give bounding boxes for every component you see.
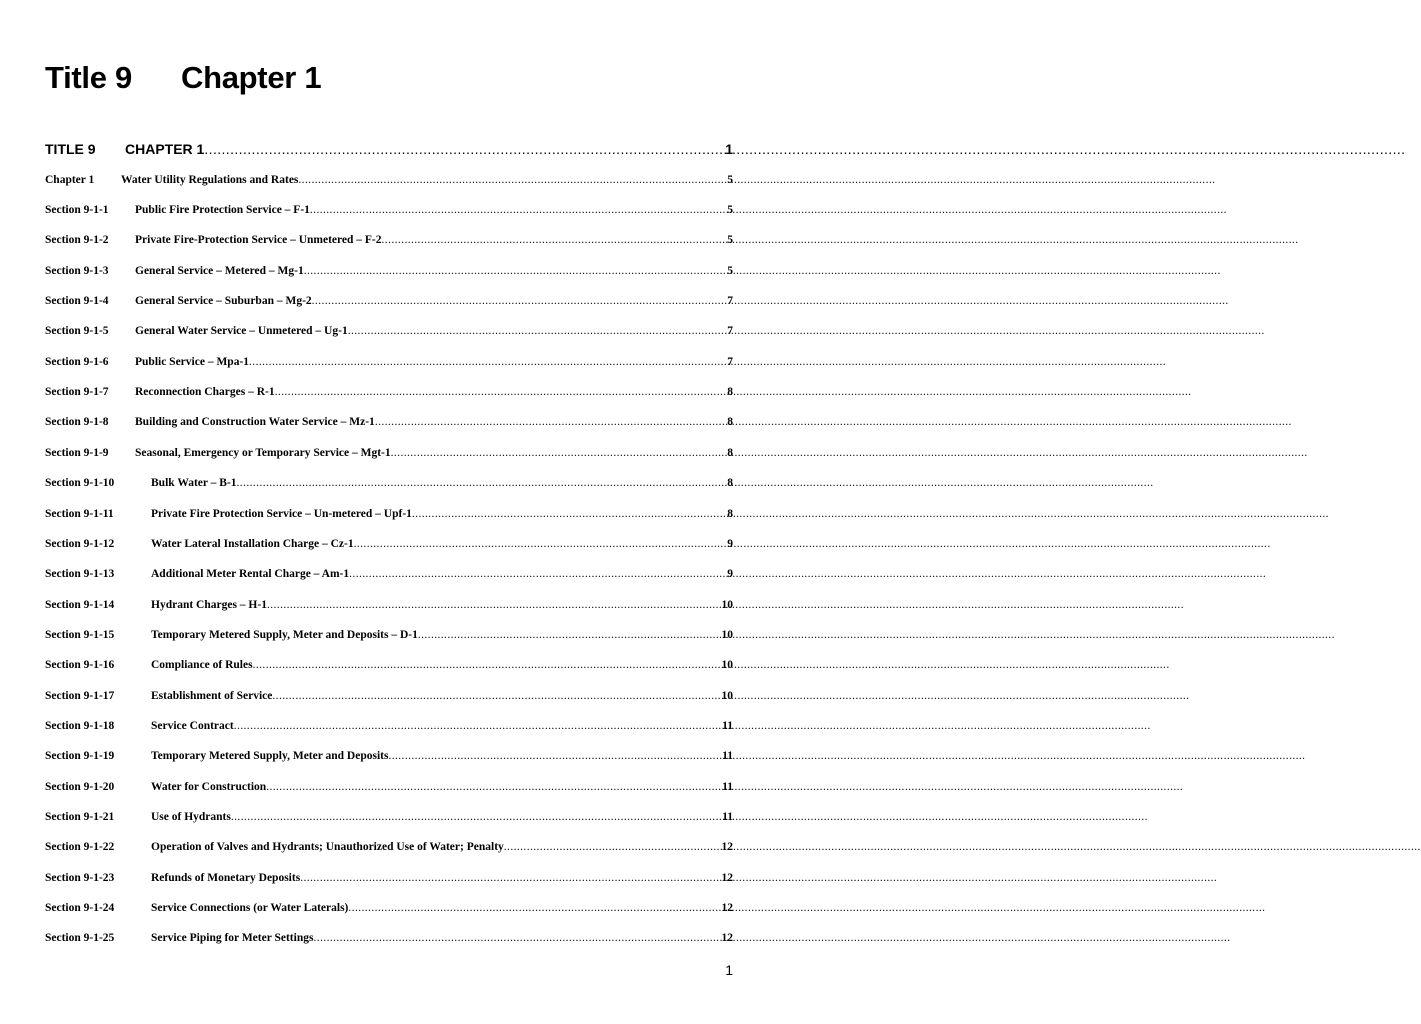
toc-entry[interactable] bbox=[45, 325, 733, 345]
toc-dot-leader bbox=[204, 141, 724, 157]
toc-entry-page: 10 bbox=[721, 659, 733, 672]
toc-entry[interactable] bbox=[45, 538, 733, 558]
toc-entry-page: 1 bbox=[725, 141, 733, 157]
toc-dot-leader bbox=[375, 416, 726, 428]
page-number: 1 bbox=[725, 962, 733, 978]
toc-entry-page: 8 bbox=[727, 477, 733, 490]
toc-dot-leader bbox=[391, 447, 727, 459]
toc-entry-title: General Water Service – Unmetered – Ug-1 bbox=[135, 325, 348, 338]
toc-entry-title: General Service – Metered – Mg-1 bbox=[135, 264, 304, 277]
toc-entry-number: Section 9-1-23 bbox=[45, 871, 115, 884]
heading-title: Title 9 bbox=[45, 60, 132, 95]
toc-dot-leader bbox=[504, 841, 721, 853]
toc-entry-number: Section 9-1-14 bbox=[45, 598, 115, 611]
toc-entry[interactable] bbox=[45, 356, 733, 376]
toc-entry-title: Private Fire-Protection Service – Unmetered – F-2 bbox=[135, 234, 382, 247]
toc-entry[interactable] bbox=[45, 508, 733, 528]
toc-entry-page: 7 bbox=[727, 355, 733, 368]
toc-dot-leader bbox=[348, 902, 720, 914]
toc-entry-number: Section 9-1-20 bbox=[45, 780, 115, 793]
toc-entry[interactable] bbox=[45, 174, 733, 194]
toc-entry-page: 11 bbox=[722, 780, 733, 793]
toc-entry-number: Section 9-1-24 bbox=[45, 902, 115, 915]
toc-entry-page: 8 bbox=[727, 507, 733, 520]
toc-entry-page: 10 bbox=[721, 628, 733, 641]
toc-entry[interactable] bbox=[45, 932, 733, 952]
toc-dot-leader bbox=[237, 477, 727, 489]
toc-entry[interactable] bbox=[45, 386, 733, 406]
toc-entry-number: Section 9-1-17 bbox=[45, 689, 115, 702]
toc-entry-title: Hydrant Charges – H-1 bbox=[151, 598, 267, 611]
toc-entry[interactable] bbox=[45, 902, 733, 922]
toc-entry-number: Section 9-1-15 bbox=[45, 628, 115, 641]
toc-entry-page: 5 bbox=[727, 264, 733, 277]
toc-entry-number: Section 9-1-13 bbox=[45, 568, 115, 581]
toc-entry-page: 5 bbox=[727, 204, 733, 216]
toc-dot-leader bbox=[234, 720, 721, 732]
toc-entry[interactable] bbox=[45, 629, 733, 649]
toc-entry-page: 11 bbox=[722, 719, 733, 732]
toc-entry-page: 9 bbox=[727, 568, 733, 581]
toc-entry-title: Building and Construction Water Service – Mz-1 bbox=[135, 416, 375, 429]
toc-entry-number: Section 9-1-9 bbox=[45, 446, 109, 459]
toc-dot-leader bbox=[272, 690, 720, 702]
toc-entry-page: 8 bbox=[727, 386, 733, 399]
toc-entry-number: Section 9-1-4 bbox=[45, 295, 109, 308]
toc-entry-number: Section 9-1-8 bbox=[45, 416, 109, 429]
toc-entry-number: Section 9-1-18 bbox=[45, 719, 115, 732]
toc-entry-title: Temporary Metered Supply, Meter and Deposits – D-1 bbox=[151, 628, 418, 641]
toc-entry[interactable] bbox=[45, 477, 733, 497]
toc-entry[interactable] bbox=[45, 811, 733, 831]
toc-entry-page: 10 bbox=[721, 598, 733, 611]
toc-dot-leader bbox=[418, 629, 721, 641]
toc-entry-page: 7 bbox=[727, 325, 733, 338]
toc-entry[interactable] bbox=[45, 690, 733, 710]
toc-entry-number: Section 9-1-21 bbox=[45, 811, 115, 823]
toc-entry-page: 11 bbox=[722, 750, 733, 763]
toc-entry-number: Section 9-1-22 bbox=[45, 841, 115, 854]
toc-entry-page: 9 bbox=[727, 537, 733, 550]
toc-entry-page: 12 bbox=[721, 902, 733, 915]
toc-entry[interactable] bbox=[45, 750, 733, 770]
toc-entry-title: Establishment of Service bbox=[151, 689, 273, 702]
toc-entry[interactable] bbox=[45, 265, 733, 285]
toc-entry-title: Bulk Water – B-1 bbox=[151, 477, 237, 490]
toc-entry[interactable] bbox=[45, 234, 733, 254]
toc-entry-page: 7 bbox=[727, 295, 733, 308]
toc-entry-page: 8 bbox=[727, 446, 733, 459]
toc-entry[interactable] bbox=[45, 720, 733, 740]
toc-entry-title: Water Utility Regulations and Rates bbox=[121, 174, 299, 186]
toc-entry[interactable] bbox=[45, 599, 733, 619]
toc-entry-title: Refunds of Monetary Deposits bbox=[151, 871, 301, 884]
toc-entry-number: Section 9-1-19 bbox=[45, 750, 115, 763]
toc-entry-number: Section 9-1-1 bbox=[45, 204, 109, 216]
toc-entry-page: 5 bbox=[727, 234, 733, 247]
toc-entry-title: CHAPTER 1 bbox=[125, 141, 205, 157]
toc-entry-title: Compliance of Rules bbox=[151, 659, 253, 672]
toc-entry-title: Public Service – Mpa-1 bbox=[135, 355, 250, 368]
toc-entry-title: Service Piping for Meter Settings bbox=[151, 932, 314, 945]
toc-entry-page: 10 bbox=[721, 689, 733, 702]
toc-entry-title: Service Contract bbox=[151, 719, 234, 732]
toc-entry[interactable] bbox=[45, 204, 733, 224]
toc-dot-leader bbox=[298, 174, 726, 186]
toc-entry-title: Service Connections (or Water Laterals) bbox=[151, 902, 349, 915]
toc-entry-number: Section 9-1-16 bbox=[45, 659, 115, 672]
toc-dot-leader bbox=[231, 811, 721, 823]
toc-entry[interactable] bbox=[45, 295, 733, 315]
toc-dot-leader bbox=[249, 356, 726, 368]
toc-entry-title: Use of Hydrants bbox=[151, 811, 231, 823]
toc-entry[interactable] bbox=[45, 416, 733, 436]
toc-entry-number: Section 9-1-6 bbox=[45, 355, 109, 368]
toc-dot-leader bbox=[310, 204, 726, 216]
toc-entry-title: Additional Meter Rental Charge – Am-1 bbox=[151, 568, 350, 581]
toc-entry-page: 12 bbox=[721, 932, 733, 945]
toc-entry[interactable] bbox=[45, 659, 733, 679]
toc-entry[interactable] bbox=[45, 141, 733, 161]
toc-entry-number: Section 9-1-10 bbox=[45, 477, 115, 490]
toc-dot-leader bbox=[349, 568, 726, 580]
toc-dot-leader bbox=[412, 508, 726, 520]
toc-entry-title: Seasonal, Emergency or Temporary Service – Mgt-1 bbox=[135, 446, 391, 459]
toc-entry-title: Public Fire Protection Service – F-1 bbox=[135, 204, 310, 216]
toc-entry-number: Section 9-1-25 bbox=[45, 932, 115, 945]
toc-dot-leader bbox=[300, 872, 720, 884]
toc-entry-title: Operation of Valves and Hydrants; Unauthorized Use of Water; Penalty bbox=[151, 841, 504, 854]
page-heading bbox=[45, 58, 322, 98]
toc-dot-leader bbox=[275, 386, 727, 398]
toc-dot-leader bbox=[388, 750, 721, 762]
toc-dot-leader bbox=[354, 538, 727, 550]
toc-entry-page: 12 bbox=[721, 841, 733, 854]
toc-entry-title: Water Lateral Installation Charge – Cz-1 bbox=[151, 537, 354, 550]
toc-entry[interactable] bbox=[45, 568, 733, 588]
toc-entry-title: Private Fire Protection Service – Un-metered – Upf-1 bbox=[151, 507, 412, 520]
toc-entry-title: Reconnection Charges – R-1 bbox=[135, 386, 275, 399]
toc-entry-page: 12 bbox=[721, 871, 733, 884]
toc-dot-leader bbox=[348, 325, 727, 337]
toc-dot-leader bbox=[312, 295, 727, 307]
toc-entry[interactable] bbox=[45, 447, 733, 467]
toc-entry-number: Section 9-1-12 bbox=[45, 537, 115, 550]
toc-entry-page: 11 bbox=[722, 811, 733, 823]
toc-entry-title: Temporary Metered Supply, Meter and Deposits bbox=[151, 750, 389, 763]
toc-dot-leader bbox=[266, 781, 721, 793]
toc-entry-number: TITLE 9 bbox=[45, 141, 96, 157]
toc-entry[interactable] bbox=[45, 872, 733, 892]
toc-entry-number: Section 9-1-2 bbox=[45, 234, 109, 247]
toc-entry-page: 8 bbox=[727, 416, 733, 429]
toc-dot-leader bbox=[313, 932, 720, 944]
toc-dot-leader bbox=[267, 599, 721, 611]
heading-chapter: Chapter 1 bbox=[181, 60, 322, 95]
toc-dot-leader bbox=[304, 265, 727, 277]
toc-dot-leader bbox=[382, 234, 727, 246]
toc-dot-leader bbox=[253, 659, 721, 671]
toc-entry-page: 5 bbox=[727, 174, 733, 186]
toc-entry-number: Section 9-1-5 bbox=[45, 325, 109, 338]
toc-entry-number: Section 9-1-3 bbox=[45, 264, 109, 277]
toc-entry[interactable] bbox=[45, 781, 733, 801]
toc-entry-title: Water for Construction bbox=[151, 780, 267, 793]
toc-entry-number: Chapter 1 bbox=[45, 174, 95, 186]
toc-entry-number: Section 9-1-7 bbox=[45, 386, 109, 399]
toc-entry-number: Section 9-1-11 bbox=[45, 507, 114, 520]
toc-entry[interactable] bbox=[45, 841, 733, 861]
toc-entry-title: General Service – Suburban – Mg-2 bbox=[135, 295, 312, 308]
